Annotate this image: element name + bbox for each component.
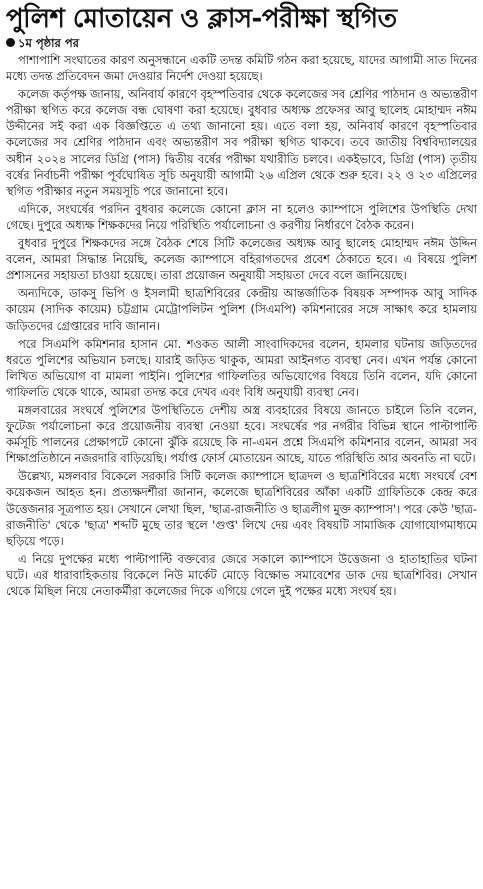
article-paragraph-3: এদিকে, সংঘর্ষের পরদিন বুধবার কলেজে কোনো ক্লাস না হলেও ক্যাম্পাসে পুলিশের উপস্থিতি দেখা গেছে। দুপুরে অধ্যক্ষ শিক্ষকদের নিয়ে পরিস্থিতি পর্যালোচনা ও করণীয় নির্ধারণে বৈঠক করেন। (6, 201, 477, 232)
article-paragraph-8: উল্লেখ্য, মঙ্গলবার বিকেলে সরকারি সিটি কলেজ ক্যাম্পাসে ছাত্রদল ও ছাত্রশিবিরের মধ্যে সংঘর্ষে বেশ কয়েকজন আহত হন। প্রত্যক্ষদর্শীরা জানান, কলেজে ছাত্রশিবিরের আঁকা একটি গ্রাফিতিকে কেন্দ্র করে উত্তেজনার সূত্রপাত হয়। সেখানে লেখা ছিল, 'ছাত্র-রাজনীতি ও ছাত্রলীগ মুক্ত ক্যাম্পাস'। পরে কেউ 'ছাত্র-রাজনীতি' থেকে 'ছাত্র' শব্দটি মুছে তার স্থলে 'গুপ্ত' লিখে দেয় এবং বিষয়টি সামাজিক যোগাযোগমাধ্যমে ছড়িয়ে পড়ে। (6, 469, 477, 548)
bullet-dot-icon (6, 38, 15, 47)
article-paragraph-2: কলেজ কর্তৃপক্ষ জানায়, অনিবার্য কারণে বৃহস্পতিবার থেকে কলেজের সব শ্রেণির পাঠদান ও অভ্যন্তরীণ পরীক্ষা স্থগিত করে কলেজ বন্ধ ঘোষণা করা হয়েছে। বুধবার অধ্যক্ষ প্রফেসর আবু ছালেহ মোহাম্মদ নঈম উদ্দীনের সই করা এক বিজ্ঞপ্তিতে এ তথ্য জানানো হয়। এতে বলা হয়, অনিবার্য কারণে বৃহস্পতিবার কলেজের সব শ্রেণির পাঠদান এবং অভ্যন্তরীণ সব পরীক্ষা স্থগিত থাকবে। তবে জাতীয় বিশ্ববিদ্যালয়ের অধীন ২০২৪ সালের ডিগ্রি (পাস) দ্বিতীয় বর্ষের পরীক্ষা যথারীতি চলবে। একইভাবে, ডিগ্রি (পাস) তৃতীয় বর্ষের নির্বাচনী পরীক্ষা পূর্বঘোষিত সূচি অনুযায়ী আগামী ২৬ এপ্রিল থেকে শুরু হবে। ২২ ও ২৩ এপ্রিলের স্থগিত পরীক্ষার নতুন সময়সূচি পরে জানানো হবে। (6, 87, 477, 198)
news-article (0, 2, 483, 889)
article-paragraph-9: এ নিয়ে দুপক্ষের মধ্যে পাল্টাপাল্টি বক্তব্যের জেরে সকালে ক্যাম্পাসে উত্তেজনা ও হাতাহাতির ঘটনা ঘটে। এর ধারাবাহিকতায় বিকেলে নিউ মার্কেট মোড়ে বিক্ষোভ সমাবেশের ডাক দেয় ছাত্রশিবির। সেখান থেকে মিছিল নিয়ে নেতাকর্মীরা কলেজের দিকে এগিয়ে গেলে দুই পক্ষের মধ্যে সংঘর্ষ হয়। (6, 551, 477, 598)
continuation-note (6, 36, 477, 51)
continuation-label: ১ম পৃষ্ঠার পর (18, 36, 79, 50)
article-paragraph-5: অন্যদিকে, ডাকসু ভিপি ও ইসলামী ছাত্রশিবিরের কেন্দ্রীয় আন্তর্জাতিক বিষয়ক সম্পাদক আবু সাদিক কায়েম (সাদিক কায়েম) চট্টগ্রাম মেট্রোপলিটন পুলিশ (সিএমপি) কমিশনারের সঙ্গে সাক্ষাৎ করে হামলায় জড়িতদের গ্রেপ্তারের দাবি জানান। (6, 286, 477, 333)
article-headline: পুলিশ মোতায়েন ও ক্লাস-পরীক্ষা স্থগিত (6, 4, 397, 34)
article-paragraph-6: পরে সিএমপি কমিশনার হাসান মো. শওকত আলী সাংবাদিকদের বলেন, হামলার ঘটনায় জড়িতদের ধরতে পুলিশের অভিযান চলছে। যারাই জড়িত থাকুক, আমরা আইনগত ব্যবস্থা নেব। এখন পর্যন্ত কোনো লিখিত অভিযোগ বা মামলা পাইনি। পুলিশের গাফিলতির অভিযোগের বিষয়ে তিনি বলেন, যদি কোনো গাফিলতি থেকে থাকে, আমরা তদন্ত করে দেখব এবং বিধি অনুযায়ী ব্যবস্থা নেব। (6, 336, 477, 399)
article-body (6, 52, 477, 599)
article-paragraph-4: বুধবার দুপুরে শিক্ষকদের সঙ্গে বৈঠক শেষে সিটি কলেজের অধ্যক্ষ আবু ছালেহ মোহাম্মদ নঈম উদ্দিন বলেন, আমরা সিদ্ধান্ত নিয়েছি, কলেজ ক্যাম্পাসে বহিরাগতদের প্রবেশ ঠেকাতে হবে। এ বিষয়ে পুলিশ প্রশাসনের সহায়তা চাওয়া হয়েছে। তারা প্রয়োজন অনুযায়ী সহায়তা দেবে বলে জানিয়েছে। (6, 236, 477, 283)
article-paragraph-7: মঙ্গলবারের সংঘর্ষে পুলিশের উপস্থিতিতে দেশীয় অস্ত্র ব্যবহারের বিষয়ে জানতে চাইলে তিনি বলেন, ফুটেজ পর্যালোচনা করে প্রয়োজনীয় ব্যবস্থা নেওয়া হবে। সংঘর্ষের পর নগরীর বিভিন্ন স্থানে পাল্টাপাল্টি কর্মসূচি পালনের প্রেক্ষাপটে কোনো ঝুঁকি রয়েছে কি না-এমন প্রশ্নে সিএমপি কমিশনার বলেন, আমরা সব শিক্ষাপ্রতিষ্ঠানে নজরদারি বাড়িয়েছি। পর্যাপ্ত ফোর্স মোতায়েন আছে, যাতে পরিস্থিতি আর অবনতি না ঘটে। (6, 402, 477, 466)
article-paragraph-1: পাশাপাশি সংঘাতের কারণ অনুসন্ধানে একটি তদন্ত কমিটি গঠন করা হয়েছে, যাদের আগামী সাত দিনের মধ্যে তদন্ত প্রতিবেদন জমা দেওয়ার নির্দেশ দেওয়া হয়েছে। (6, 53, 477, 84)
